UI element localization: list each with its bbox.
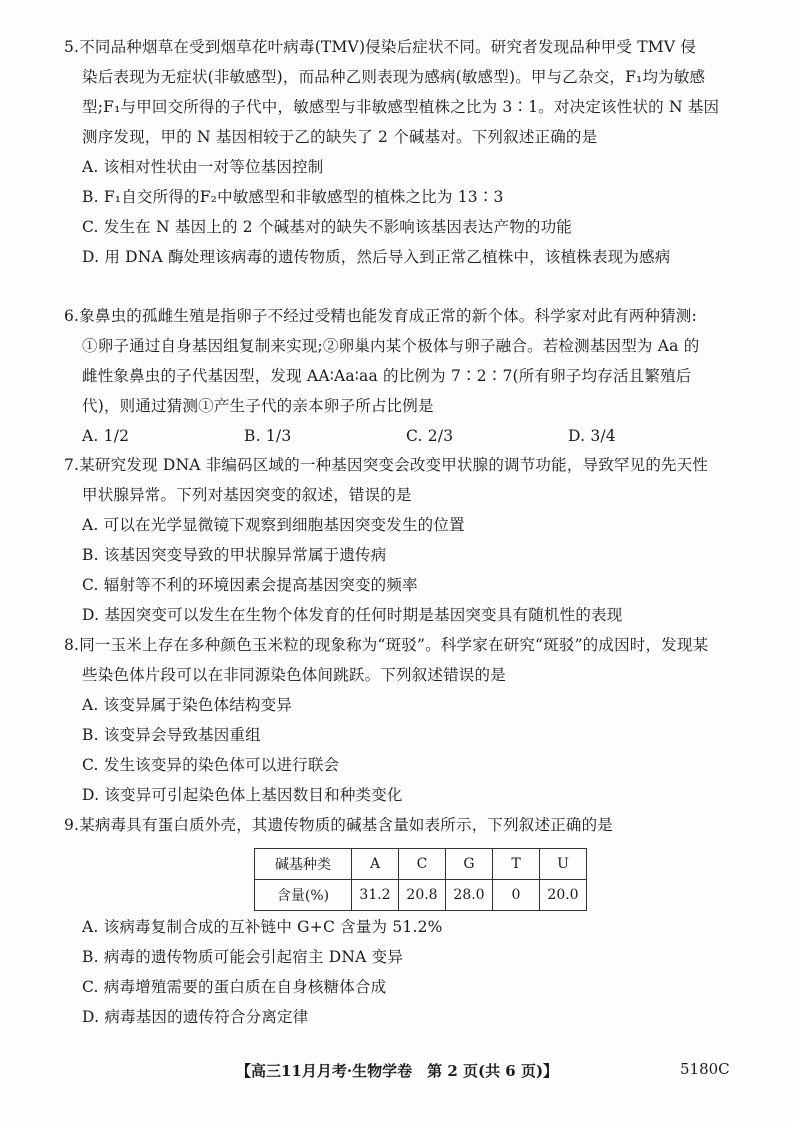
- question-8-option-b: B. 该变异会导致基因重组: [82, 726, 261, 744]
- question-6-option-a: A. 1/2: [82, 427, 130, 445]
- table-cell: 20.0: [540, 880, 587, 911]
- question-5-option-a: A. 该相对性状由一对等位基因控制: [82, 158, 324, 176]
- question-5-stem-line: 染后表现为无症状(非敏感型)，而品种乙则表现为感病(敏感型)。甲与乙杂交，F₁均为敏感: [82, 68, 706, 86]
- question-6-stem-line: 代)，则通过猜测①产生子代的亲本卵子所占比例是: [82, 397, 434, 415]
- question-8: [64, 630, 734, 810]
- table-cell: T: [493, 849, 540, 880]
- table-cell: 28.0: [446, 880, 493, 911]
- question-9-options: [64, 912, 734, 1032]
- question-5-stem-line: 测序发现，甲的 N 基因相较于乙的缺失了 2 个碱基对。下列叙述正确的是: [82, 128, 598, 146]
- table-cell: U: [540, 849, 587, 880]
- table-cell: 0: [493, 880, 540, 911]
- question-7-stem-line: 7.某研究发现 DNA 非编码区域的一种基因突变会改变甲状腺的调节功能，导致罕见的先天性: [64, 456, 709, 474]
- question-8-option-a: A. 该变异属于染色体结构变异: [82, 696, 293, 714]
- table-header-row: [255, 849, 587, 880]
- question-5: [64, 32, 734, 272]
- question-9-option-a: A. 该病毒复制合成的互补链中 G+C 含量为 51.2%: [82, 918, 443, 936]
- question-6-stem-line: ①卵子通过自身基因组复制来实现;②卵巢内某个极体与卵子融合。若检测基因型为 Aa 的: [82, 337, 700, 355]
- table-cell: C: [399, 849, 446, 880]
- base-content-table: [254, 848, 587, 911]
- table-cell: 20.8: [399, 880, 446, 911]
- question-7-stem-line: 甲状腺异常。下列对基因突变的叙述，错误的是: [82, 486, 412, 504]
- question-9-option-c: C. 病毒增殖需要的蛋白质在自身核糖体合成: [82, 978, 387, 996]
- question-7-option-b: B. 该基因突变导致的甲状腺异常属于遗传病: [82, 546, 387, 564]
- question-9: [64, 810, 734, 840]
- question-8-option-d: D. 该变异可引起染色体上基因数目和种类变化: [82, 786, 403, 804]
- question-6-option-c: C. 2/3: [406, 427, 454, 445]
- question-7-option-c: C. 辐射等不利的环境因素会提高基因突变的频率: [82, 576, 418, 594]
- table-cell: G: [446, 849, 493, 880]
- question-9-option-d: D. 病毒基因的遗传符合分离定律: [82, 1008, 309, 1026]
- footer-title: 【高三11月月考·生物学卷 第 2 页(共 6 页)】: [236, 1062, 559, 1080]
- question-9-option-b: B. 病毒的遗传物质可能会引起宿主 DNA 变异: [82, 948, 404, 966]
- question-7-option-a: A. 可以在光学显微镜下观察到细胞基因突变发生的位置: [82, 516, 465, 534]
- question-7: [64, 450, 734, 630]
- table-cell: 31.2: [352, 880, 399, 911]
- table-cell: A: [352, 849, 399, 880]
- question-8-stem-line: 8.同一玉米上存在多种颜色玉米粒的现象称为“斑驳”。科学家在研究“斑驳”的成因时，发现某: [64, 636, 709, 654]
- question-6-options: [64, 421, 734, 451]
- question-5-option-d: D. 用 DNA 酶处理该病毒的遗传物质，然后导入到正常乙植株中，该植株表现为感病: [82, 248, 671, 266]
- question-5-stem-line: 型;F₁与甲回交所得的子代中，敏感型与非敏感型植株之比为 3∶1。对决定该性状的 N 基因: [82, 98, 720, 116]
- question-8-option-c: C. 发生该变异的染色体可以进行联会: [82, 756, 340, 774]
- question-5-option-c: C. 发生在 N 基因上的 2 个碱基对的缺失不影响该基因表达产物的功能: [82, 218, 572, 236]
- question-5-stem-line: 5.不同品种烟草在受到烟草花叶病毒(TMV)侵染后症状不同。研究者发现品种甲受 TMV 侵: [64, 38, 697, 56]
- question-6: [64, 301, 734, 451]
- table-row: [255, 880, 587, 911]
- question-6-option-d: D. 3/4: [568, 427, 616, 445]
- question-6-stem-line: 雌性象鼻虫的子代基因型，发现 AA∶Aa∶aa 的比例为 7∶2∶7(所有卵子均存活且繁殖后: [82, 367, 692, 385]
- question-5-option-b: B. F₁自交所得的F₂中敏感型和非敏感型的植株之比为 13∶3: [82, 188, 504, 206]
- question-9-stem-line: 9.某病毒具有蛋白质外壳，其遗传物质的碱基含量如表所示，下列叙述正确的是: [64, 816, 613, 834]
- footer-code: 5180C: [680, 1060, 730, 1078]
- question-8-stem-line: 些染色体片段可以在非同源染色体间跳跃。下列叙述错误的是: [82, 666, 506, 684]
- table-cell: 含量(%): [255, 880, 352, 911]
- question-7-option-d: D. 基因突变可以发生在生物个体发育的任何时期是基因突变具有随机性的表现: [82, 606, 623, 624]
- question-6-option-b: B. 1/3: [244, 427, 292, 445]
- question-6-stem-line: 6.象鼻虫的孤雌生殖是指卵子不经过受精也能发育成正常的新个体。科学家对此有两种猜测:: [64, 307, 697, 325]
- table-cell: 碱基种类: [255, 849, 352, 880]
